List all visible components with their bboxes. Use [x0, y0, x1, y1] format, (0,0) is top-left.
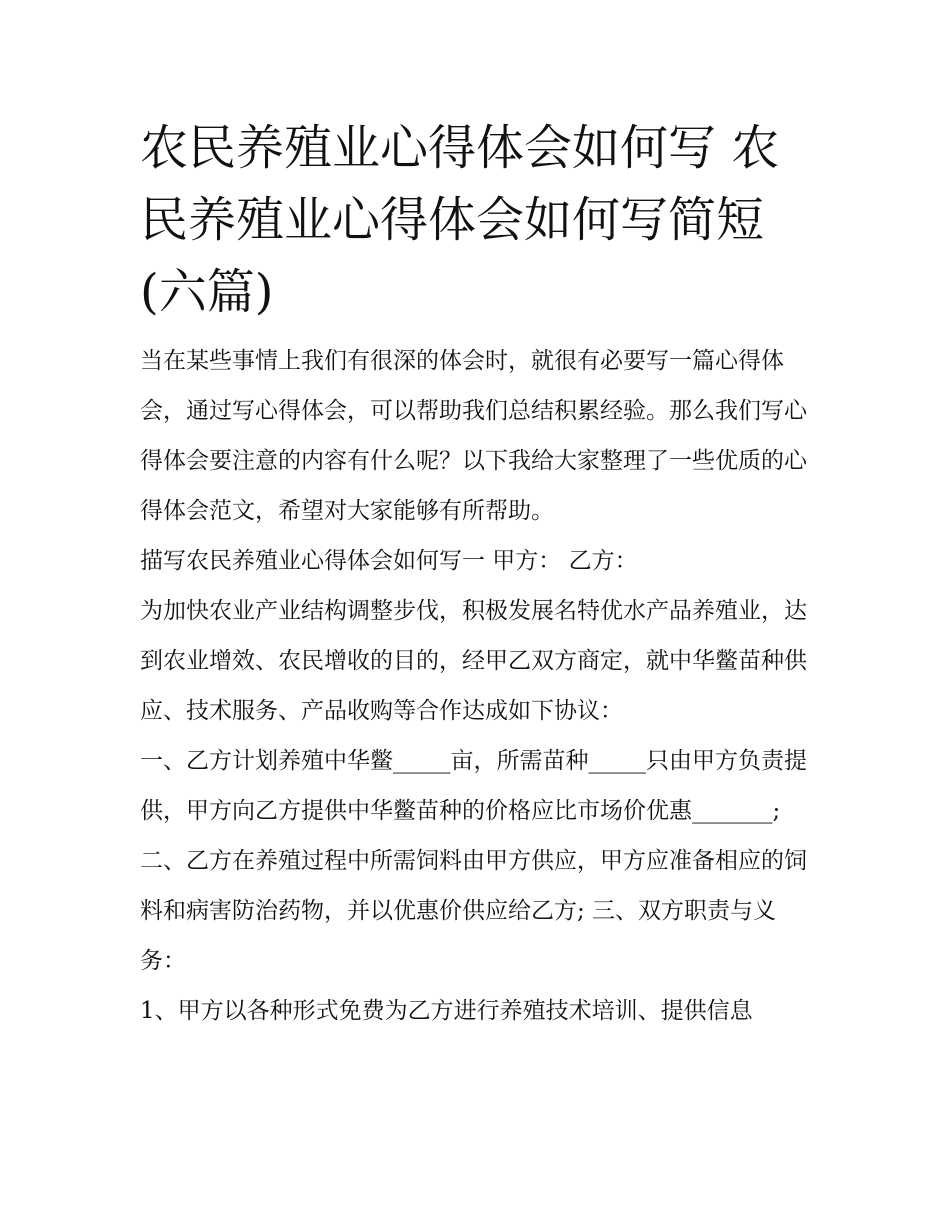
agreement-purpose-paragraph: 为加快农业产业结构调整步伐，积极发展名特优水产品养殖业，达到农业增效、农民增收的目的，经甲乙双方商定，就中华鳖苗种供应、技术服务、产品收购等合作达成如下协议： [140, 598, 807, 724]
clause-one-paragraph: 一、乙方计划养殖中华鳖_____亩，所需苗种_____只由甲方负责提供，甲方向乙方提供中华鳖苗种的价格应比市场价优惠_______; [140, 748, 807, 824]
section-heading-one: 描写农民养殖业心得体会如何写一 甲方： 乙方： [140, 548, 638, 574]
document-page [140, 112, 820, 1036]
duty-one-paragraph: 1、甲方以各种形式免费为乙方进行养殖技术培训、提供信息 [140, 998, 753, 1024]
clause-two-paragraph: 二、乙方在养殖过程中所需饲料由甲方供应，甲方应准备相应的饲料和病害防治药物，并以优惠价供应给乙方; 三、双方职责与义务： [140, 848, 807, 974]
document-title: 农民养殖业心得体会如何写 农民养殖业心得体会如何写简短(六篇) [140, 120, 780, 320]
intro-paragraph: 当在某些事情上我们有很深的体会时，就很有必要写一篇心得体会，通过写心得体会，可以帮助我们总结积累经验。那么我们写心得体会要注意的内容有什么呢？以下我给大家整理了一些优质的心得体会范文，希望对大家能够有所帮助。 [140, 348, 807, 524]
